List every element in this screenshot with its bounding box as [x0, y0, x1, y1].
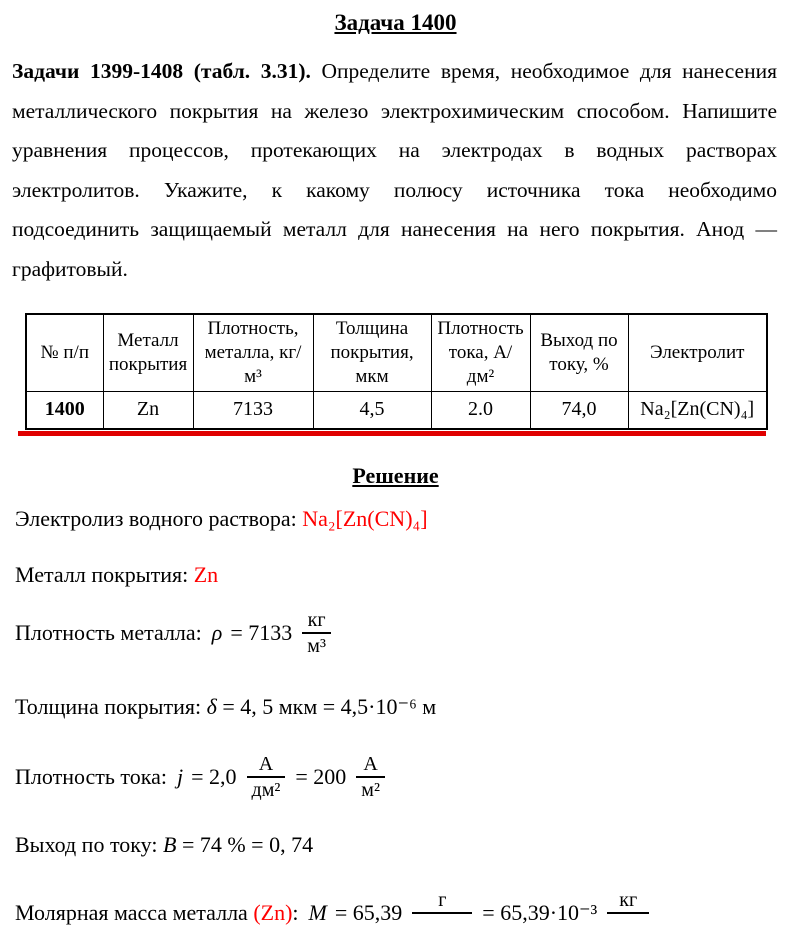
molar-mass-colon: : — [292, 899, 299, 925]
molar-unit-fraction-1 — [412, 888, 472, 938]
problem-table — [25, 313, 768, 430]
yield-value: = 74 % = 0, 74 — [181, 831, 314, 857]
molar-mass-label: Молярная масса металла — [15, 899, 248, 925]
table-header-electrolyte: Электролит — [628, 314, 767, 392]
molar-mass-symbol: M — [308, 899, 327, 925]
table-row — [26, 392, 767, 429]
density-unit-fraction — [302, 608, 331, 658]
problem-statement-lead: Задачи 1399-1408 (табл. 3.31). — [12, 59, 311, 83]
table-header-thickness: Толщина покрытия, мкм — [313, 314, 431, 392]
fraction-numerator: г — [412, 888, 472, 914]
solution-heading: Решение — [352, 462, 439, 488]
table-header-density: Плотность, металла, кг/м³ — [193, 314, 313, 392]
cell-number: 1400 — [26, 392, 103, 429]
density-symbol: ρ — [211, 619, 223, 645]
current-density-value-2: = 200 — [295, 763, 347, 789]
fraction-denominator: м² — [361, 778, 380, 801]
thickness-symbol: δ — [206, 693, 217, 719]
molar-mass-metal: (Zn) — [253, 899, 293, 925]
molar-mass-value-1: = 65,39 — [334, 899, 403, 925]
problem-statement-text: Определите время, необходимое для нанесения металлического покрытия на железо электрохимическим способом. Напишите уравнения процессов, протекающих на электродах в водных растворах электролитов. Укажите, к какому полюсу источника тока необходимо подсоединить защищаемый металл для нанесения на него покрытия. Анод — графитовый. — [12, 59, 777, 281]
table-header-current-density: Плотность тока, А/дм² — [431, 314, 530, 392]
table-header-row — [26, 314, 767, 392]
line-current-density — [15, 746, 791, 808]
current-unit-fraction-1 — [247, 752, 286, 802]
coating-metal-label: Металл покрытия: — [15, 561, 189, 587]
cell-metal: Zn — [103, 392, 193, 429]
fraction-numerator: А — [247, 752, 286, 778]
current-unit-fraction-2 — [356, 752, 385, 802]
thickness-value: = 4, 5 мкм = 4,5·10⁻⁶ м — [222, 693, 437, 719]
density-value: = 7133 — [230, 619, 293, 645]
table-header-metal: Металл покрытия — [103, 314, 193, 392]
current-density-symbol: j — [176, 763, 184, 789]
problem-statement — [12, 52, 777, 289]
cell-density: 7133 — [193, 392, 313, 429]
electrolysis-label: Электролиз водного раствора: — [15, 505, 297, 531]
fraction-numerator: кг — [607, 888, 649, 914]
fraction-denominator: м³ — [307, 634, 326, 657]
yield-label: Выход по току: — [15, 831, 158, 857]
solution-section — [15, 506, 791, 948]
electrolyte-formula: Na₂[Zn(CN)₄] — [302, 505, 428, 531]
fraction-denominator — [607, 914, 649, 938]
line-molar-mass — [15, 878, 791, 948]
table-header-yield: Выход по току, % — [530, 314, 628, 392]
molar-mass-value-2: = 65,39·10⁻³ — [482, 899, 598, 925]
coating-metal-value: Zn — [193, 561, 219, 587]
density-label: Плотность металла: — [15, 619, 202, 645]
yield-symbol: B — [162, 831, 177, 857]
line-metal-density — [15, 602, 791, 664]
line-coating-thickness — [15, 694, 791, 720]
fraction-numerator: кг — [302, 608, 331, 634]
cell-yield: 74,0 — [530, 392, 628, 429]
line-coating-metal — [15, 562, 791, 588]
cell-current-density: 2.0 — [431, 392, 530, 429]
cell-electrolyte: Na₂[Zn(CN)₄] — [628, 392, 767, 429]
current-density-value-1: = 2,0 — [191, 763, 237, 789]
cell-thickness: 4,5 — [313, 392, 431, 429]
line-current-yield — [15, 832, 791, 858]
fraction-denominator: дм² — [251, 778, 281, 801]
fraction-numerator: А — [356, 752, 385, 778]
fraction-denominator — [412, 914, 472, 938]
page-title: Задача 1400 — [334, 10, 457, 35]
thickness-label: Толщина покрытия: — [15, 693, 202, 719]
red-divider-rule — [18, 431, 766, 436]
current-density-label: Плотность тока: — [15, 763, 167, 789]
document-page — [0, 10, 791, 925]
line-electrolysis — [15, 506, 791, 532]
table-header-number: № п/п — [26, 314, 103, 392]
molar-unit-fraction-2 — [607, 888, 649, 938]
